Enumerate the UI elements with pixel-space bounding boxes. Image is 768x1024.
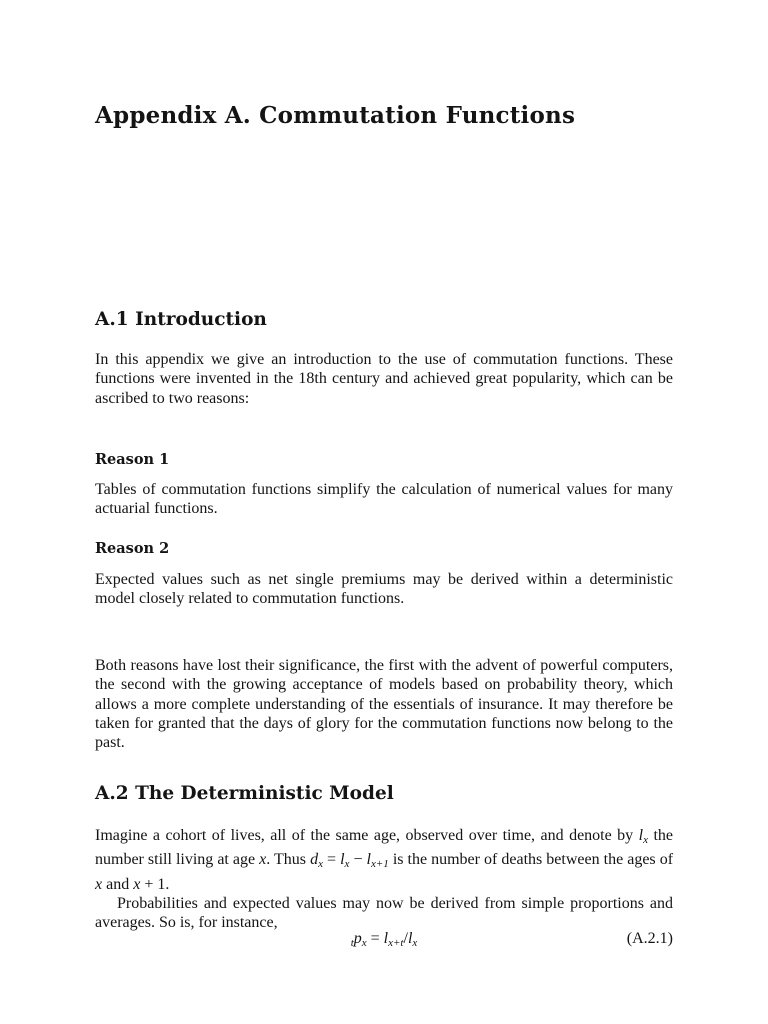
deterministic-paragraph: [95, 826, 673, 932]
intro-paragraph: [95, 350, 673, 408]
reason-1-text: Tables of commutation functions simplify the calculation of numerical values for many actuarial functions.: [95, 481, 673, 518]
section-heading-deterministic-model: A.2 The Deterministic Model: [95, 783, 394, 804]
equation-number: (A.2.1): [626, 930, 673, 947]
appendix-title: Appendix A. Commutation Functions: [95, 102, 576, 129]
reason-1-paragraph: [95, 480, 673, 519]
section-heading-introduction: A.1 Introduction: [95, 309, 267, 330]
reason-2-heading: Reason 2: [95, 540, 170, 557]
math-d-x-def: $d_x$: [310, 851, 323, 871]
reason-1-heading: Reason 1: [95, 451, 170, 468]
math-x: x: [259, 851, 267, 869]
math-l-x: $l_x$: [638, 827, 648, 846]
deterministic-text-1: Imagine a cohort of lives, all of the same age, observed over time, and denote by $l_x$ the number still living at age x. Thus $d_x = l_x - l_{x+1}$ is the number of deaths between the ages of x and x + 1.: [95, 827, 674, 893]
significance-text: Both reasons have lost their significance, the first with the advent of powerful computers, the second with the growing acceptance of models based on probability theory, which allows a more complete understanding of the essentials of insurance. It may therefore be taken for granted that the days of glory for the commutation functions now belong to the past.: [95, 657, 673, 752]
equation-a-2-1: $_tp_x = l_{x+t}/l_x$: [350, 930, 418, 949]
significance-paragraph: [95, 656, 673, 752]
intro-text: In this appendix we give an introduction to the use of commutation functions. These functions were invented in the 18th century and achieved great popularity, which can be ascribed to two reasons:: [95, 351, 673, 407]
reason-2-paragraph: [95, 570, 673, 609]
deterministic-text-2: Probabilities and expected values may now be derived from simple proportions and averages. So is, for instance,: [95, 894, 673, 932]
reason-2-text: Expected values such as net single premiums may be derived within a deterministic model closely related to commutation functions.: [95, 571, 673, 608]
equation-row: [95, 930, 673, 952]
